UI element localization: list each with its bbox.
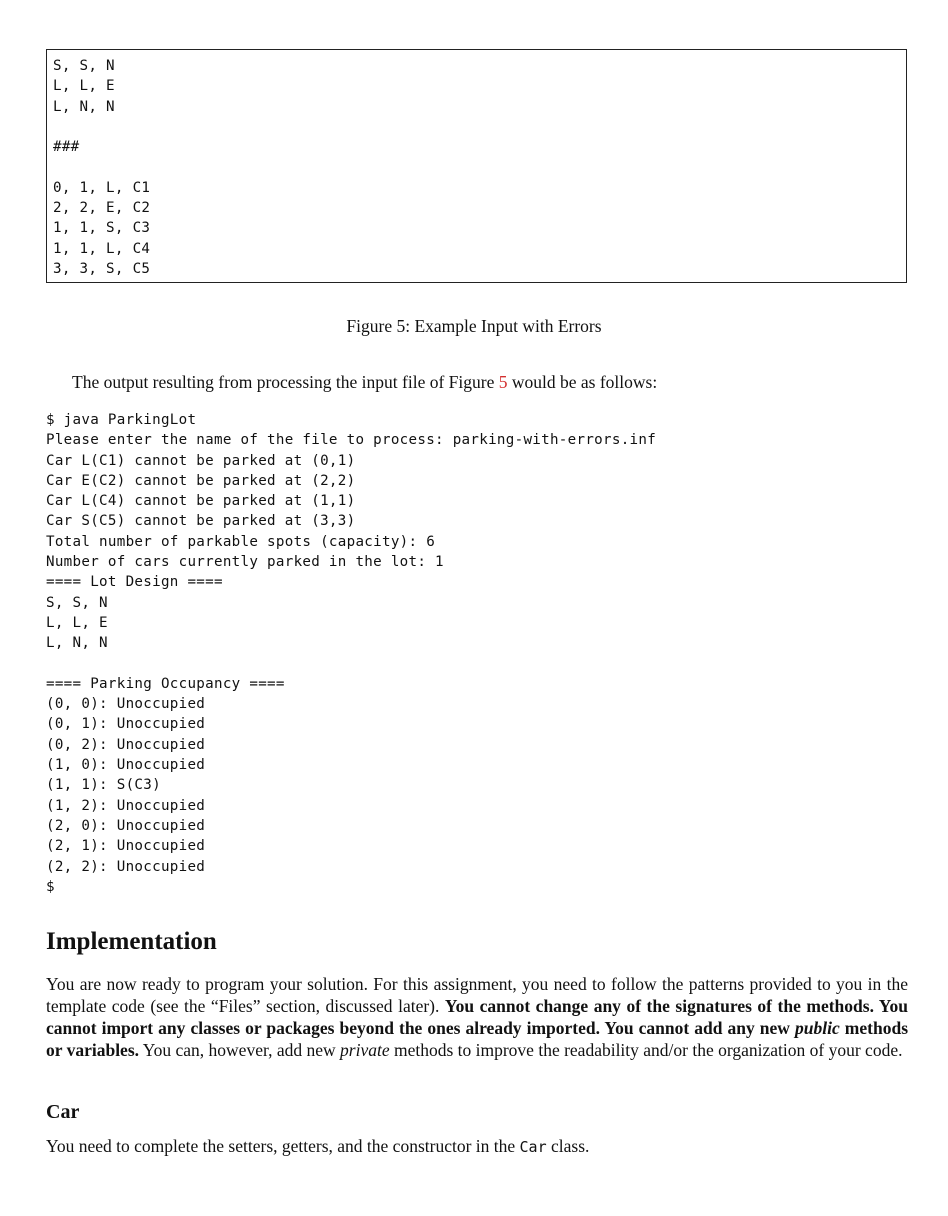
output-line: Total number of parkable spots (capacity): 6 [46, 533, 436, 550]
input-line: S, S, N [53, 58, 115, 74]
output-line: (0, 2): Unoccupied [46, 736, 206, 753]
input-line: 1, 1, S, C3 [53, 220, 151, 237]
output-line: $ java ParkingLot [46, 412, 197, 428]
output-line: L, L, E [46, 614, 108, 631]
output-line: ==== Parking Occupancy ==== [46, 675, 285, 692]
output-line: Car S(C5) cannot be parked at (3,3) [46, 513, 356, 530]
output-line: Car L(C1) cannot be parked at (0,1) [46, 452, 356, 469]
output-line: (1, 2): Unoccupied [46, 797, 206, 814]
output-line: (0, 1): Unoccupied [46, 716, 206, 733]
figure-caption: Figure 5: Example Input with Errors [346, 316, 602, 336]
implementation-paragraph: You are now ready to program your solution. For this assignment, you need to follow the patterns provided to you in the template code (see the “Files” section, discussed later). You cannot change any of the signatures of the methods. You cannot import any classes or packages beyond the ones already imported. You cannot add any new public methods or variables. You can, however, add new private methods to improve the readability and/or the organization of your code. [46, 974, 909, 1060]
example-input-box [46, 49, 907, 283]
output-line: (2, 0): Unoccupied [46, 817, 206, 834]
output-line: S, S, N [46, 594, 108, 611]
input-line: 3, 3, S, C5 [53, 260, 151, 277]
input-line: L, N, N [53, 98, 115, 115]
input-line: L, L, E [53, 78, 115, 95]
output-line: (2, 2): Unoccupied [46, 858, 206, 875]
figure-reference-link[interactable]: 5 [498, 372, 508, 392]
input-line: ### [53, 139, 80, 156]
output-line: $ [46, 878, 55, 895]
input-line [53, 117, 150, 137]
input-line: 2, 2, E, C2 [53, 200, 151, 217]
output-line [46, 654, 656, 674]
example-input-code [53, 56, 150, 279]
output-line: (1, 1): S(C3) [46, 777, 161, 794]
input-line: 1, 1, L, C4 [53, 240, 151, 257]
output-line: Number of cars currently parked in the lot: 1 [46, 554, 444, 571]
program-output [46, 410, 656, 897]
output-line: L, N, N [46, 635, 108, 652]
output-line: Please enter the name of the file to process: parking-with-errors.inf [46, 432, 657, 449]
output-line: Car L(C4) cannot be parked at (1,1) [46, 493, 356, 510]
output-line: (1, 0): Unoccupied [46, 757, 206, 774]
output-line: Car E(C2) cannot be parked at (2,2) [46, 472, 356, 489]
input-line: 0, 1, L, C1 [53, 179, 151, 196]
implementation-heading: Implementation [46, 928, 217, 955]
output-line: (2, 1): Unoccupied [46, 838, 206, 855]
output-line: ==== Lot Design ==== [46, 574, 223, 591]
output-line: (0, 0): Unoccupied [46, 696, 206, 713]
input-line [53, 157, 150, 177]
car-heading: Car [46, 1101, 80, 1123]
car-paragraph: You need to complete the setters, getters, and the constructor in the Car class. [46, 1136, 590, 1156]
intro-paragraph: The output resulting from processing the input file of Figure 5 would be as follows: [72, 372, 658, 392]
